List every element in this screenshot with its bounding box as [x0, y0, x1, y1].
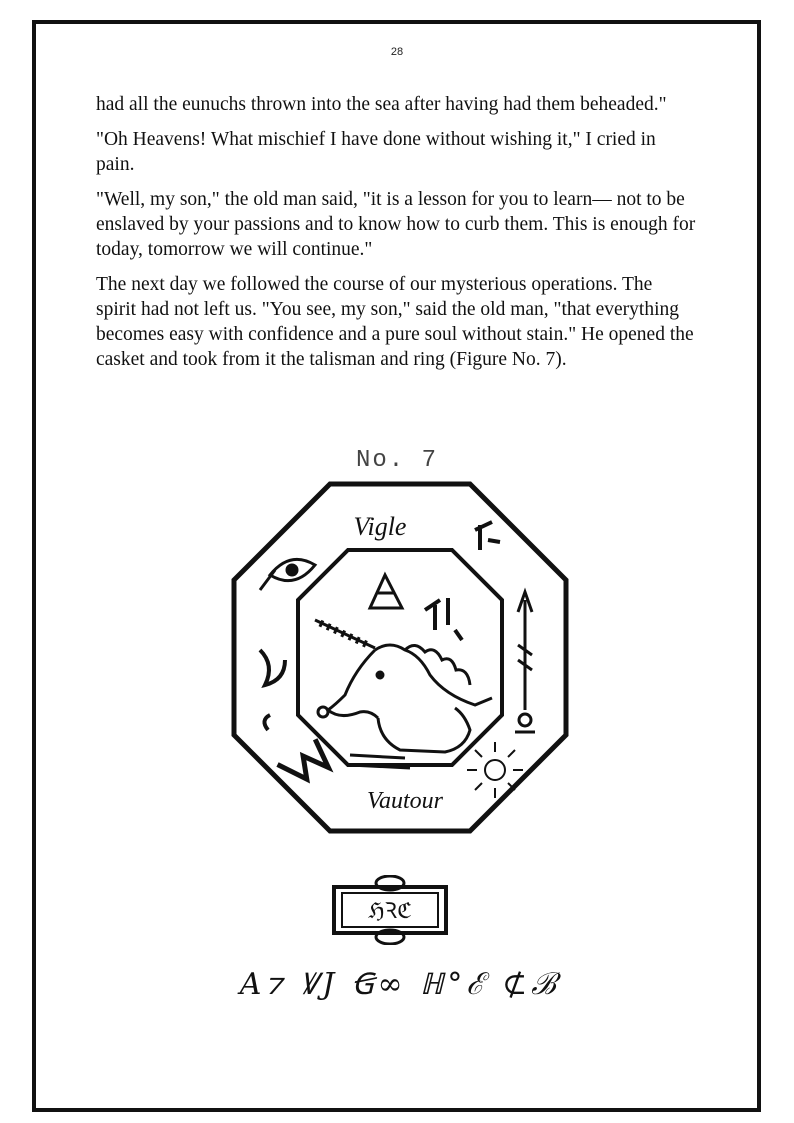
- sun-symbol: [467, 742, 523, 798]
- talisman-illustration: [230, 480, 570, 835]
- paragraph: had all the eunuchs thrown into the sea after having had them beheaded.": [96, 94, 667, 115]
- paragraph: The next day we followed the course of our mysterious operations. The spirit had not left us. "You see, my son," said the old man, "that everything becomes easy with confidence and a pure soul without stain." He opened the casket and took from it the talisman and ring (Figure No. 7).: [96, 274, 694, 370]
- glyph-row: A⁊ ꝞJ Ꞡ∞ ℍ°ℰ ⊄ℬ: [239, 967, 561, 1002]
- arrow-symbol: [515, 592, 535, 732]
- figure-label: No. 7: [355, 447, 438, 474]
- ring-inscription: ℌꝚℭ: [368, 899, 412, 924]
- body-text: [96, 92, 696, 382]
- paragraph: "Oh Heavens! What mischief I have done without wishing it," I cried in pain.: [96, 129, 656, 175]
- paragraph: "Well, my son," the old man said, "it is a lesson for you to learn— not to be enslaved by your passions and to know how to curb them. This is enough for today, tomorrow we will continue.": [96, 189, 696, 260]
- ring-illustration: [330, 875, 450, 945]
- unicorn-figure: [315, 620, 492, 768]
- talisman-top-word: Vigle: [353, 512, 407, 541]
- talisman-bottom-word: Vautour: [366, 788, 444, 814]
- eye-symbol: [260, 559, 315, 590]
- page-number: 28: [390, 46, 404, 58]
